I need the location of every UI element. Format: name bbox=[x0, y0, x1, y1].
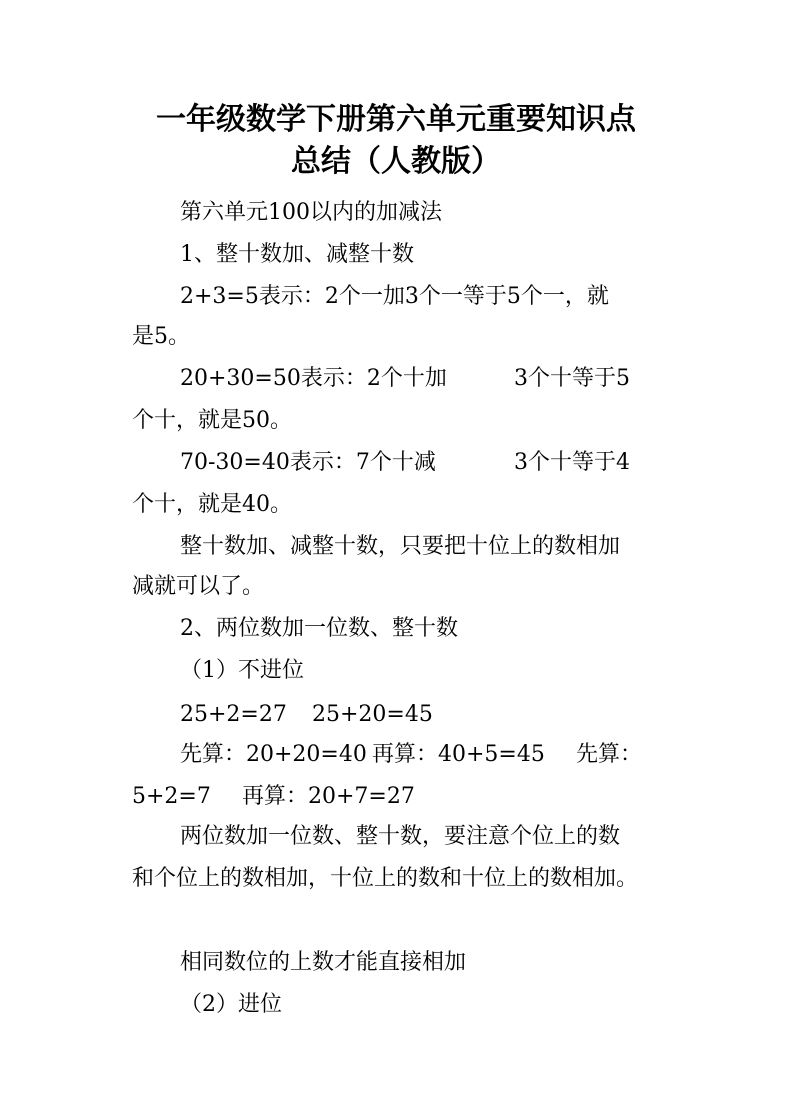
document-title-line-2: 总结（人教版） bbox=[291, 144, 501, 179]
calc-first-a: 先算：20+20=40 bbox=[180, 742, 367, 767]
equation-a: 25+2=27 bbox=[180, 702, 287, 727]
sub-section-2-heading: （2）进位 bbox=[180, 992, 282, 1017]
equation-b: 25+20=45 bbox=[312, 702, 433, 727]
calc-first-b-label: 先算： bbox=[576, 742, 643, 767]
calc-first-b-value: 5+2=7 bbox=[132, 784, 211, 809]
example-3-part-2: 3个十等于4 bbox=[514, 450, 630, 475]
document-title-line-1: 一年级数学下册第六单元重要知识点 bbox=[156, 102, 636, 137]
example-2-part-1: 20+30=50表示：2个十加 bbox=[180, 366, 447, 391]
calc-then-a: 再算：40+5=45 bbox=[372, 742, 545, 767]
example-3-line-2: 个十，就是40。 bbox=[132, 492, 292, 517]
rule-2-line-2: 和个位上的数相加，十位上的数和十位上的数相加。 bbox=[132, 866, 639, 891]
calc-then-b: 再算：20+7=27 bbox=[242, 784, 415, 809]
example-1-line-2: 是5。 bbox=[132, 324, 190, 349]
rule-1-line-1: 整十数加、减整十数，只要把十位上的数相加 bbox=[180, 534, 621, 559]
section-2-heading: 2、两位数加一位数、整十数 bbox=[180, 616, 458, 641]
rule-1-line-2: 减就可以了。 bbox=[132, 574, 265, 599]
example-2-part-2: 3个十等于5 bbox=[514, 366, 630, 391]
rule-3: 相同数位的上数才能直接相加 bbox=[180, 950, 467, 975]
example-3-part-1: 70-30=40表示：7个十减 bbox=[180, 450, 436, 475]
sub-section-1-heading: （1）不进位 bbox=[180, 658, 304, 683]
example-2-line-2: 个十，就是50。 bbox=[132, 408, 292, 433]
section-1-heading: 1、整十数加、减整十数 bbox=[180, 242, 414, 267]
rule-2-line-1: 两位数加一位数、整十数，要注意个位上的数 bbox=[180, 824, 621, 849]
unit-heading: 第六单元100以内的加减法 bbox=[180, 200, 442, 225]
example-1-line-1: 2+3=5表示：2个一加3个一等于5个一，就 bbox=[180, 284, 609, 309]
